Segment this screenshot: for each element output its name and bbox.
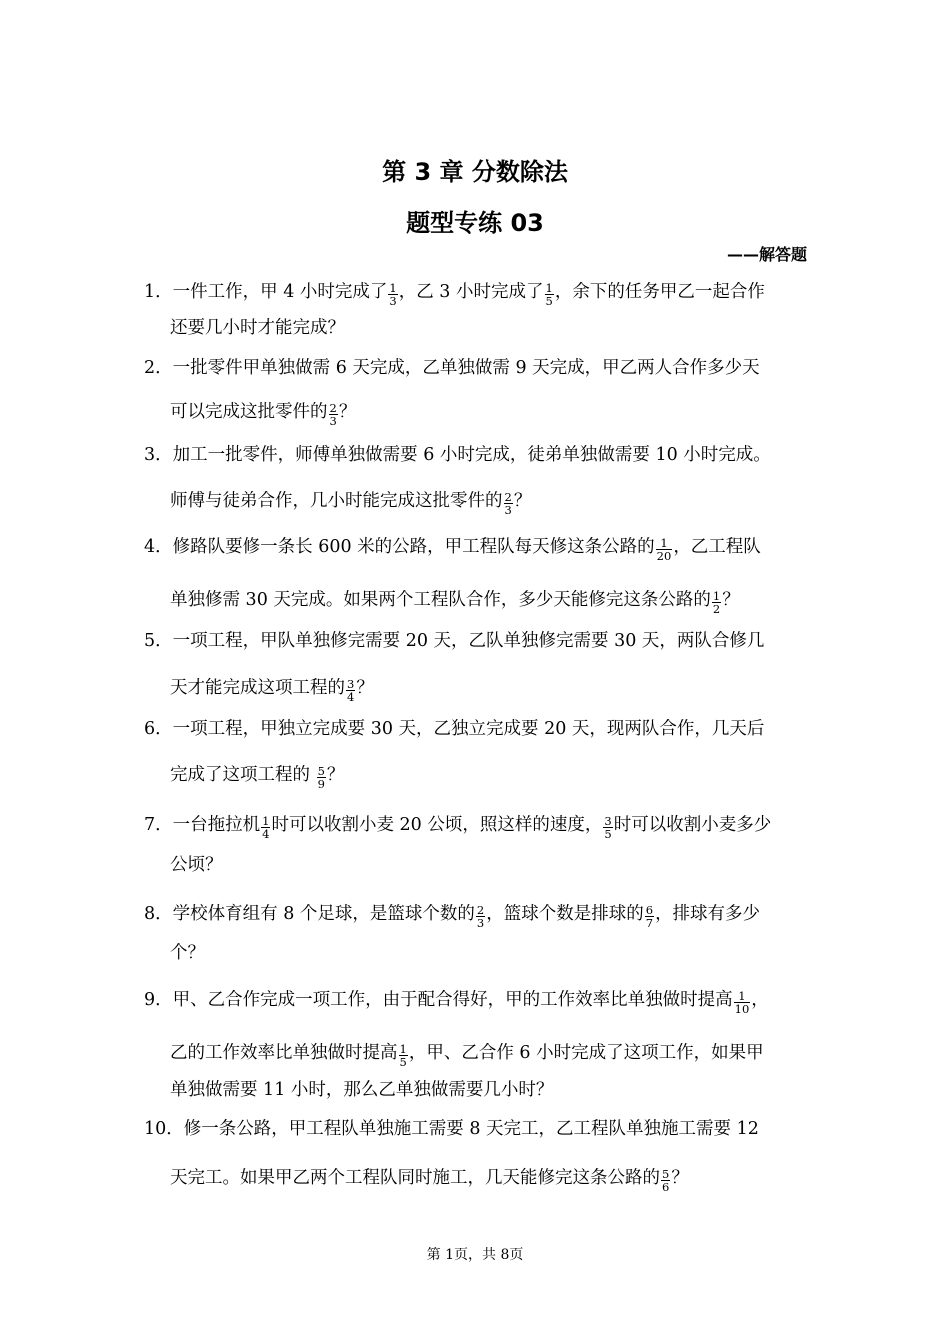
fraction-numerator: 1 — [389, 281, 397, 295]
question-text: 一台拖拉机 — [172, 815, 261, 836]
fraction-denominator: 7 — [645, 916, 654, 931]
question-text: ？ — [671, 1168, 689, 1189]
question-number: 5． — [144, 631, 173, 651]
question-text: 公顷？ — [170, 855, 223, 875]
question-text: 一项工程，甲队单独修完需要 20 天，乙队单独修完需要 30 天，两队合修几 — [172, 631, 765, 651]
section-tag: ——解答题 — [726, 245, 807, 264]
fraction-denominator: 5 — [399, 1055, 407, 1070]
fraction-numerator: 1 — [712, 589, 721, 603]
question-line — [170, 400, 357, 429]
fraction-numerator: 2 — [329, 401, 337, 415]
fraction-denominator: 9 — [317, 777, 325, 792]
fraction — [734, 990, 751, 1015]
question-number: 2． — [144, 358, 173, 378]
question-line — [144, 813, 772, 842]
fraction — [388, 282, 397, 307]
fraction — [656, 537, 673, 562]
fraction-denominator: 3 — [504, 503, 512, 518]
question-text: 天完工。如果甲乙两个工程队同时施工，几天能修完这条公路的 — [170, 1168, 660, 1189]
section-title: 题型专练 03 — [406, 209, 544, 237]
question-line — [170, 1041, 764, 1070]
question-text: ？ — [326, 765, 345, 786]
question-text: 可以完成这批零件的 — [170, 402, 328, 423]
fraction-denominator: 3 — [329, 414, 337, 429]
question-line — [170, 489, 532, 518]
question-text: 学校体育组有 8 个足球，是篮球个数的 — [172, 904, 475, 925]
question-line — [170, 320, 345, 338]
question-text: ？ — [356, 678, 374, 699]
question-line — [170, 763, 345, 792]
question-line — [144, 988, 769, 1017]
fraction-numerator: 1 — [545, 281, 553, 295]
question-line — [144, 447, 771, 465]
question-text: 一项工程，甲独立完成要 30 天，乙独立完成要 20 天，现两队合作，几天后 — [172, 719, 765, 739]
question-text: 时可以收割小麦多少 — [613, 815, 772, 836]
question-text: 单独做需要 11 小时，那么乙单独做需要几小时？ — [170, 1080, 554, 1100]
question-number: 7． — [144, 815, 173, 836]
question-text: 一批零件甲单独做需 6 天完成，乙单独做需 9 天完成，甲乙两人合作多少天 — [172, 358, 760, 378]
fraction — [261, 815, 270, 840]
fraction-denominator: 5 — [604, 827, 612, 842]
fraction-denominator: 3 — [476, 916, 485, 931]
fraction — [712, 590, 721, 615]
question-text: ？ — [513, 491, 532, 512]
question-line — [170, 857, 223, 875]
fraction-denominator: 5 — [545, 294, 553, 309]
fraction-numerator: 1 — [262, 814, 270, 828]
question-line — [144, 280, 765, 309]
question-text: 师傅与徒弟合作，几小时能完成这批零件的 — [170, 491, 503, 512]
question-number: 1． — [144, 282, 173, 303]
question-number: 3． — [144, 445, 173, 465]
fraction-denominator: 20 — [656, 549, 672, 564]
fraction-numerator: 5 — [662, 1167, 670, 1181]
question-text: 乙的工作效率比单独做时提高 — [170, 1043, 398, 1064]
fraction-numerator: 3 — [347, 677, 355, 691]
fraction-numerator: 1 — [660, 536, 668, 550]
question-text: 时可以收割小麦 20 公顷，照这样的速度， — [271, 815, 603, 836]
question-text: ？ — [722, 590, 740, 611]
question-line — [144, 535, 761, 564]
question-text: 天才能完成这项工程的 — [170, 678, 345, 699]
fraction — [545, 282, 554, 307]
fraction-denominator: 6 — [662, 1180, 670, 1195]
question-line — [144, 721, 764, 739]
question-text: 个？ — [170, 943, 205, 963]
question-line — [144, 902, 761, 931]
question-line — [170, 676, 374, 705]
fraction-numerator: 2 — [476, 903, 485, 917]
question-text: 加工一批零件，师傅单独做需要 6 小时完成，徒弟单独做需要 10 小时完成。 — [172, 445, 771, 465]
question-text: ，乙工程队 — [673, 537, 761, 558]
question-line — [170, 588, 740, 617]
question-text: 还要几小时才能完成？ — [170, 318, 345, 338]
question-number: 6． — [144, 719, 173, 739]
fraction — [317, 765, 326, 790]
fraction-numerator: 6 — [645, 903, 654, 917]
fraction — [603, 815, 612, 840]
fraction-numerator: 5 — [317, 764, 325, 778]
fraction-numerator: 1 — [399, 1042, 407, 1056]
question-text: 甲、乙合作完成一项工作，由于配合得好，甲的工作效率比单独做时提高 — [172, 990, 733, 1011]
question-text: 完成了这项工程的 — [170, 765, 316, 786]
fraction — [645, 904, 654, 929]
fraction-denominator: 2 — [712, 602, 721, 617]
fraction-numerator: 1 — [738, 989, 746, 1003]
fraction — [346, 678, 355, 703]
question-line — [170, 1082, 553, 1100]
fraction-numerator: 2 — [504, 490, 512, 504]
question-number: 10． — [144, 1119, 184, 1139]
question-text: 修路队要修一条长 600 米的公路，甲工程队每天修这条公路的 — [172, 537, 655, 558]
question-text: ，甲、乙合作 6 小时完成了这项工作，如果甲 — [408, 1043, 764, 1064]
question-text: 单独修需 30 天完成。如果两个工程队合作，多少天能修完这条公路的 — [170, 590, 711, 611]
fraction-denominator: 4 — [347, 690, 355, 705]
question-text: ？ — [338, 402, 357, 423]
question-text: 修一条公路，甲工程队单独施工需要 8 天完工，乙工程队单独施工需要 12 — [183, 1119, 759, 1139]
fraction — [329, 402, 338, 427]
question-line — [170, 1166, 689, 1195]
fraction — [661, 1168, 670, 1193]
question-text: ，篮球个数是排球的 — [486, 904, 644, 925]
fraction-denominator: 10 — [734, 1002, 750, 1017]
fraction — [504, 491, 513, 516]
fraction-denominator: 3 — [389, 294, 397, 309]
question-text: ， — [751, 990, 769, 1011]
question-number: 9． — [144, 990, 173, 1011]
fraction-numerator: 3 — [604, 814, 612, 828]
chapter-title: 第 3 章 分数除法 — [382, 158, 568, 186]
question-line — [144, 1121, 759, 1139]
question-text: 一件工作，甲 4 小时完成了 — [172, 282, 388, 303]
fraction — [476, 904, 485, 929]
question-line — [144, 633, 764, 651]
question-text: ，乙 3 小时完成了 — [398, 282, 544, 303]
fraction-denominator: 4 — [262, 827, 270, 842]
question-line — [170, 945, 205, 963]
question-text: ，余下的任务甲乙一起合作 — [554, 282, 765, 303]
page-footer: 第 1页，共 8页 — [426, 1247, 524, 1263]
fraction — [399, 1043, 408, 1068]
question-text: ，排球有多少 — [655, 904, 761, 925]
question-number: 8． — [144, 904, 173, 925]
question-number: 4． — [144, 537, 173, 558]
question-line — [144, 360, 760, 378]
